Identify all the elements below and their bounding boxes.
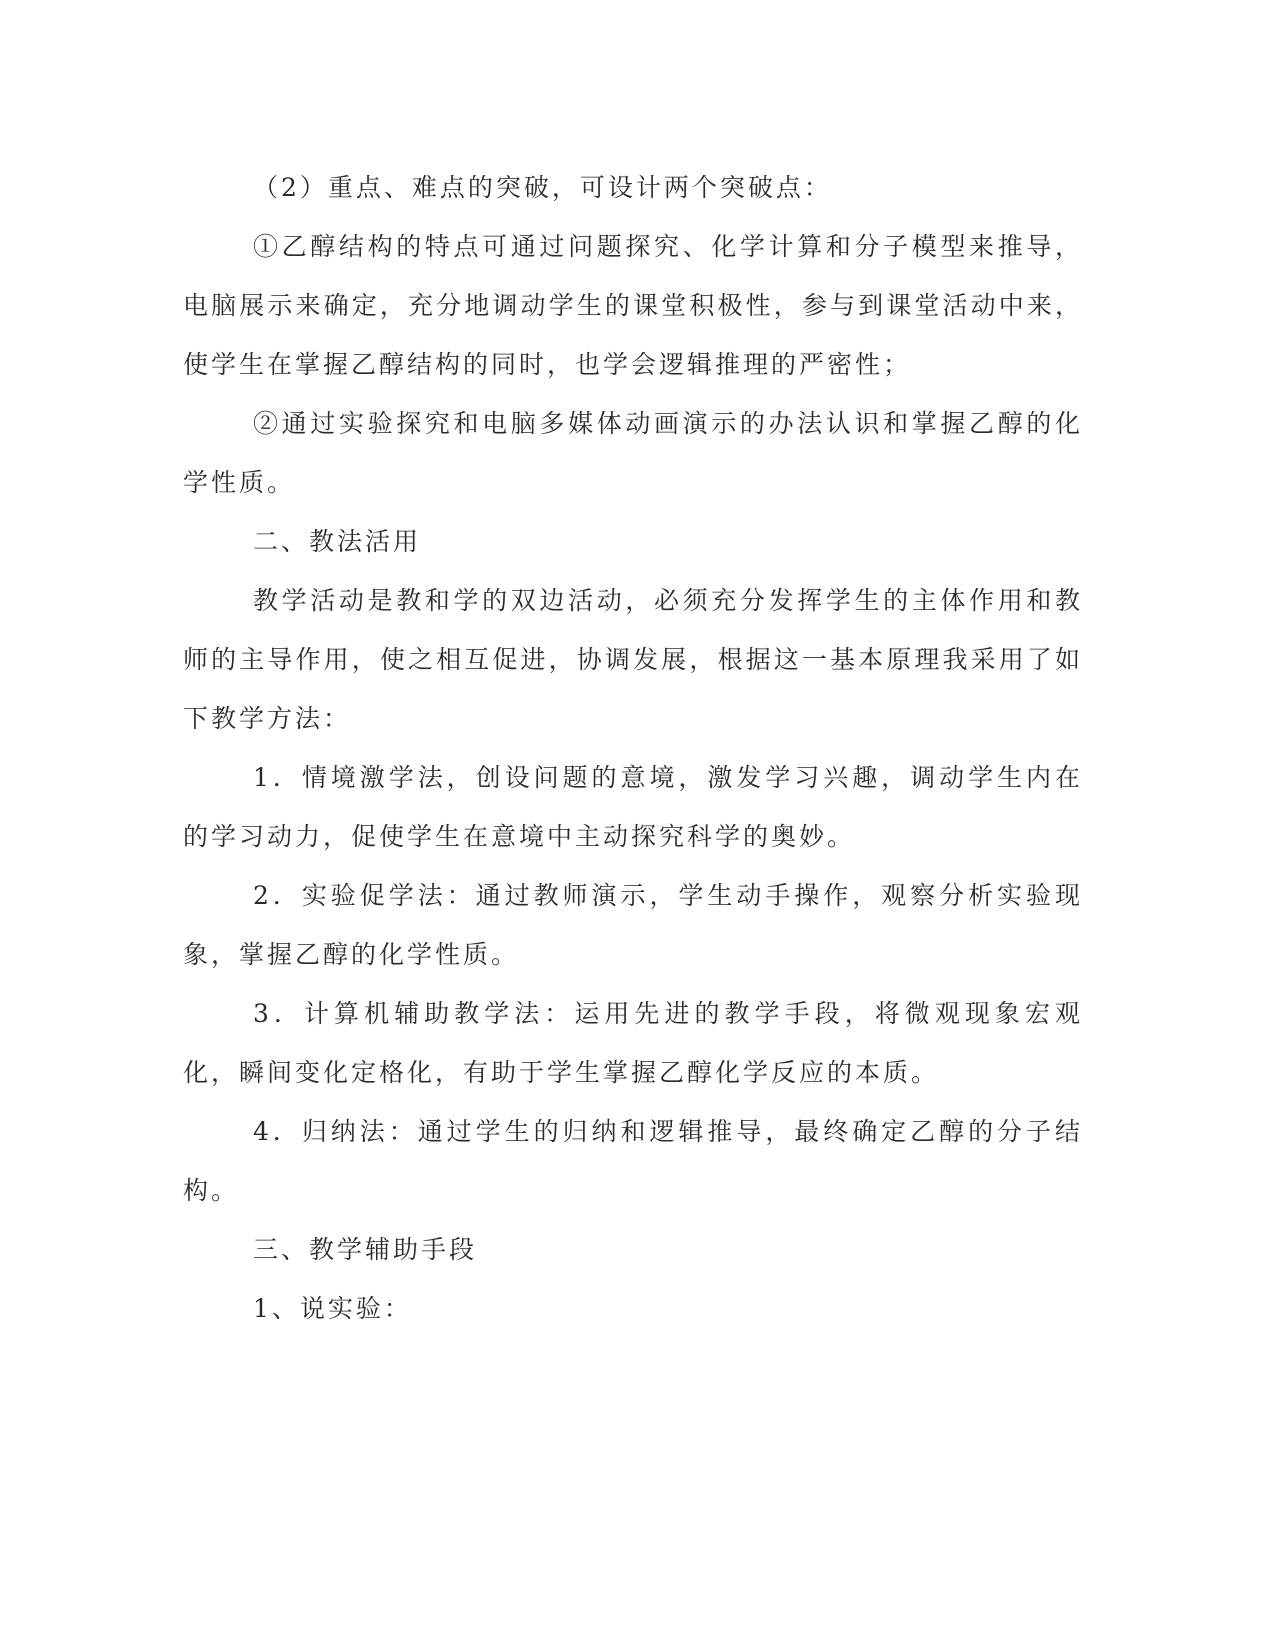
paragraph-teaching-activity: 教学活动是教和学的双边活动，必须充分发挥学生的主体作用和教师的主导作用，使之相互促进，协调发展，根据这一基本原理我采用了如下教学方法： [183,586,1083,733]
paragraph-point-1: ①乙醇结构的特点可通过问题探究、化学计算和分子模型来推导，电脑展示来确定，充分地调动学生的课堂积极性，参与到课堂活动中来，使学生在掌握乙醇结构的同时，也学会逻辑推理的严密性； [183,232,1083,379]
document-body [183,158,1083,1338]
paragraph-method-1: 1．情境激学法，创设问题的意境，激发学习兴趣，调动学生内在的学习动力，促使学生在意境中主动探究科学的奥妙。 [183,763,1083,851]
section-heading-teaching-methods: 二、教法活用 [253,527,422,556]
section-heading-teaching-aids: 三、教学辅助手段 [253,1235,478,1264]
paragraph-breakthrough-intro: （2）重点、难点的突破，可设计两个突破点： [253,173,832,202]
paragraph-point-2: ②通过实验探究和电脑多媒体动画演示的办法认识和掌握乙醇的化学性质。 [183,409,1083,497]
paragraph-method-2: 2．实验促学法：通过教师演示，学生动手操作，观察分析实验现象，掌握乙醇的化学性质。 [183,881,1083,969]
paragraph-method-4: 4．归纳法：通过学生的归纳和逻辑推导，最终确定乙醇的分子结构。 [183,1117,1083,1205]
paragraph-method-3: 3．计算机辅助教学法：运用先进的教学手段，将微观现象宏观化，瞬间变化定格化，有助于学生掌握乙醇化学反应的本质。 [183,999,1083,1087]
paragraph-experiment: 1、说实验： [253,1294,412,1323]
